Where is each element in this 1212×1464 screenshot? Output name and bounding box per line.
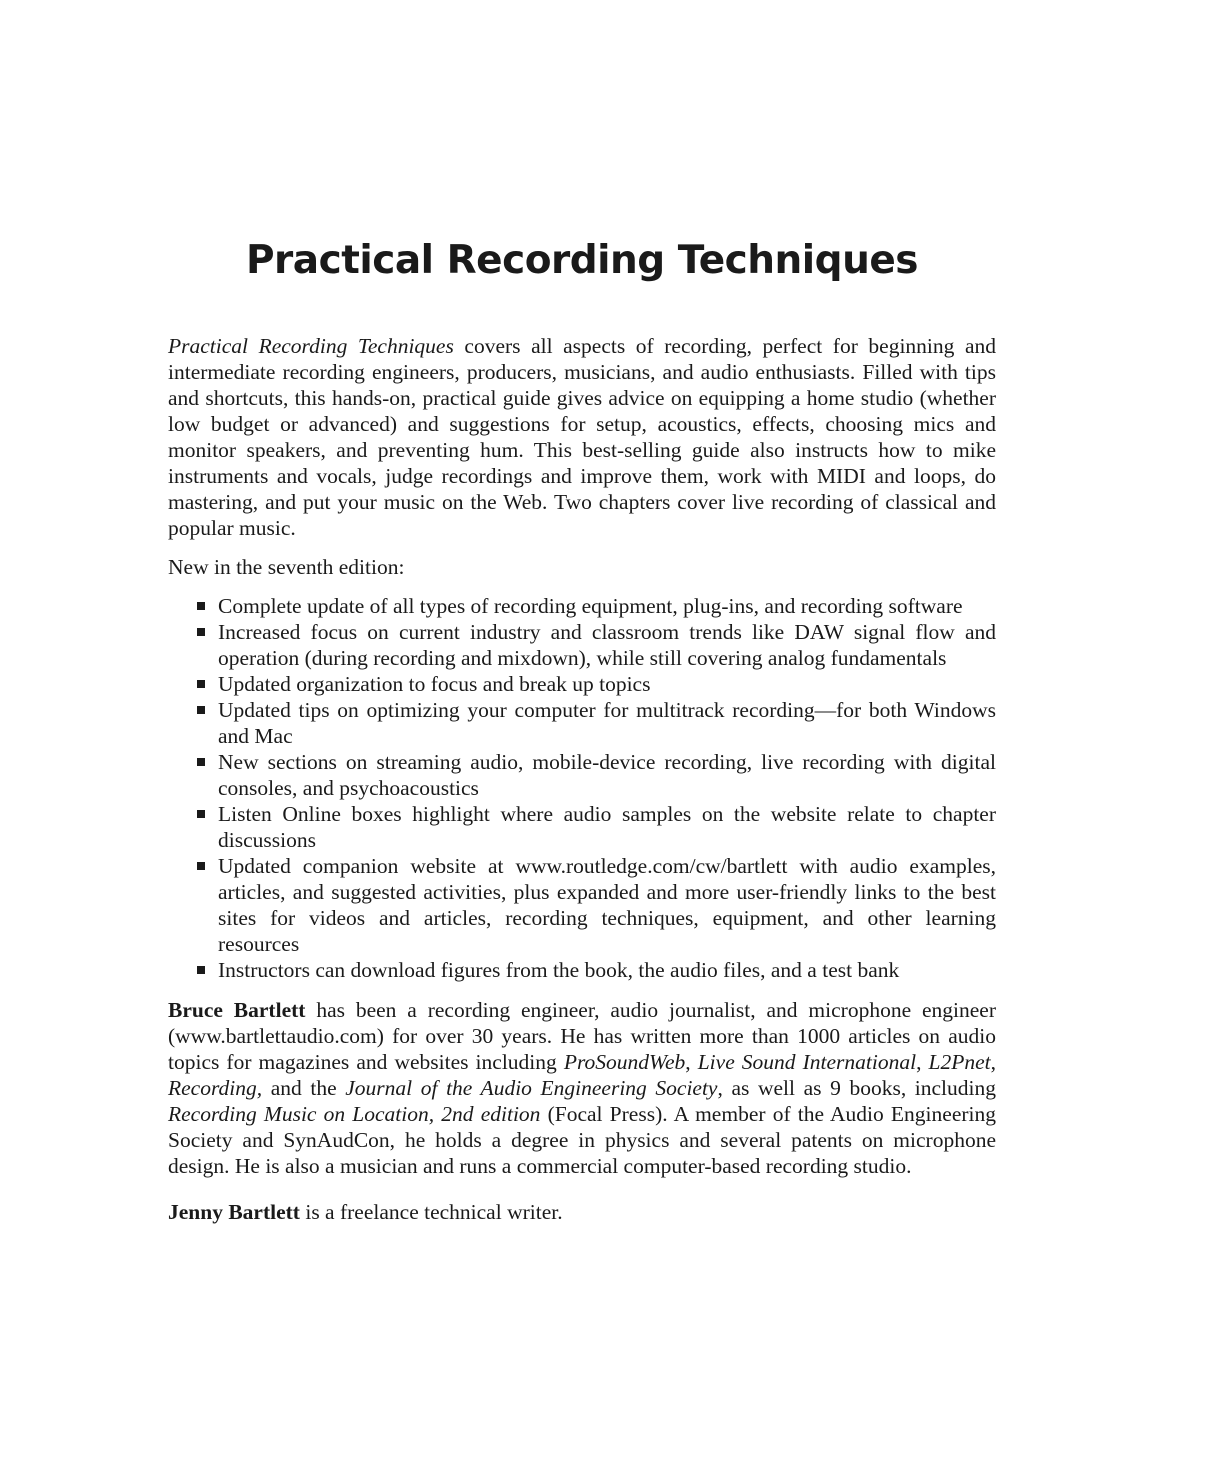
list-item-text: Instructors can download figures from the book, the audio files, and a test bank: [218, 958, 900, 982]
publication-title: Journal of the Audio Engineering Society: [345, 1076, 718, 1100]
list-item-text: Updated tips on optimizing your computer for multitrack recording—for both Windows and Mac: [218, 698, 996, 748]
page-title: Practical Recording Techniques: [245, 238, 919, 283]
list-item: [218, 749, 996, 801]
book-title-italic: Recording Music on Location, 2nd edition: [168, 1102, 541, 1126]
publication-title: L2Pnet: [928, 1050, 991, 1074]
features-list: [168, 593, 996, 983]
coauthor-bio-text: is a freelance technical writer.: [299, 1200, 563, 1224]
list-item: [218, 697, 996, 749]
author-bio-text: has been a recording engineer, audio journalist, and microphone engineer (www.bartlettaudio.com) for over 30 years. He has written more than 1000 articles on audio topics for magazines and websites including: [168, 998, 996, 1074]
author-name: Bruce Bartlett: [168, 998, 306, 1022]
separator: ,: [685, 1050, 698, 1074]
square-bullet-icon: [197, 680, 205, 688]
publication-title: ProSoundWeb: [563, 1050, 686, 1074]
square-bullet-icon: [197, 628, 205, 636]
list-item-text: Listen Online boxes highlight where audio samples on the website relate to chapter discussions: [218, 802, 996, 852]
list-item-text: Complete update of all types of recording equipment, plug-ins, and recording software: [218, 594, 963, 618]
list-item: [218, 619, 996, 671]
separator: ,: [990, 1050, 996, 1074]
square-bullet-icon: [197, 758, 205, 766]
page-body: [168, 333, 996, 1225]
square-bullet-icon: [197, 810, 205, 818]
list-item-text: Increased focus on current industry and classroom trends like DAW signal flow and operation (during recording and mixdown), while still covering analog fundamentals: [218, 620, 996, 670]
square-bullet-icon: [197, 862, 205, 870]
separator: and the: [262, 1076, 346, 1100]
list-item-text: New sections on streaming audio, mobile-device recording, live recording with digital consoles, and psychoacoustics: [218, 750, 996, 800]
publication-title: Recording,: [168, 1076, 263, 1100]
book-title-italic: Practical Recording Techniques: [168, 334, 454, 358]
list-item: [218, 957, 996, 983]
list-item-text: Updated companion website at www.routledge.com/cw/bartlett with audio examples, articles, and suggested activities, plus expanded and more user-friendly links to the best sites for videos and articles, recording techniques, equipment, and other learning resources: [218, 854, 996, 956]
square-bullet-icon: [197, 966, 205, 974]
publication-title: Live Sound International: [697, 1050, 917, 1074]
intro-text: covers all aspects of recording, perfect for beginning and intermediate recording engineers, producers, musicians, and audio enthusiasts. Filled with tips and shortcuts, this hands-on, practical guide gives advice on equipping a home studio (whether low budget or advanced) and suggestions for setup, acoustics, effects, choosing mics and monitor speakers, and preventing hum. This best-selling guide also instructs how to mike instruments and vocals, judge recordings and improve them, work with MIDI and loops, do mastering, and put your music on the Web. Two chapters cover live recording of classical and popular music.: [168, 334, 997, 540]
intro-paragraph: [168, 333, 996, 541]
list-item: [218, 801, 996, 853]
list-item-text: Updated organization to focus and break up topics: [218, 672, 651, 696]
author-bio-text: , as well as 9 books, including: [717, 1076, 997, 1100]
list-item: [218, 853, 996, 957]
new-edition-heading: New in the seventh edition:: [168, 555, 405, 579]
square-bullet-icon: [197, 706, 205, 714]
author-bio: [168, 997, 996, 1179]
separator: ,: [916, 1050, 929, 1074]
list-item: [218, 671, 996, 697]
list-item: [218, 593, 996, 619]
square-bullet-icon: [197, 602, 205, 610]
coauthor-bio: [168, 1199, 996, 1225]
author-bio-text: (Focal Press). A member of the Audio Engineering Society and SynAudCon, he holds a degree in physics and several patents on microphone design. He is also a musician and runs a commercial computer-based recording studio.: [168, 1102, 997, 1178]
coauthor-name: Jenny Bartlett: [168, 1200, 300, 1224]
